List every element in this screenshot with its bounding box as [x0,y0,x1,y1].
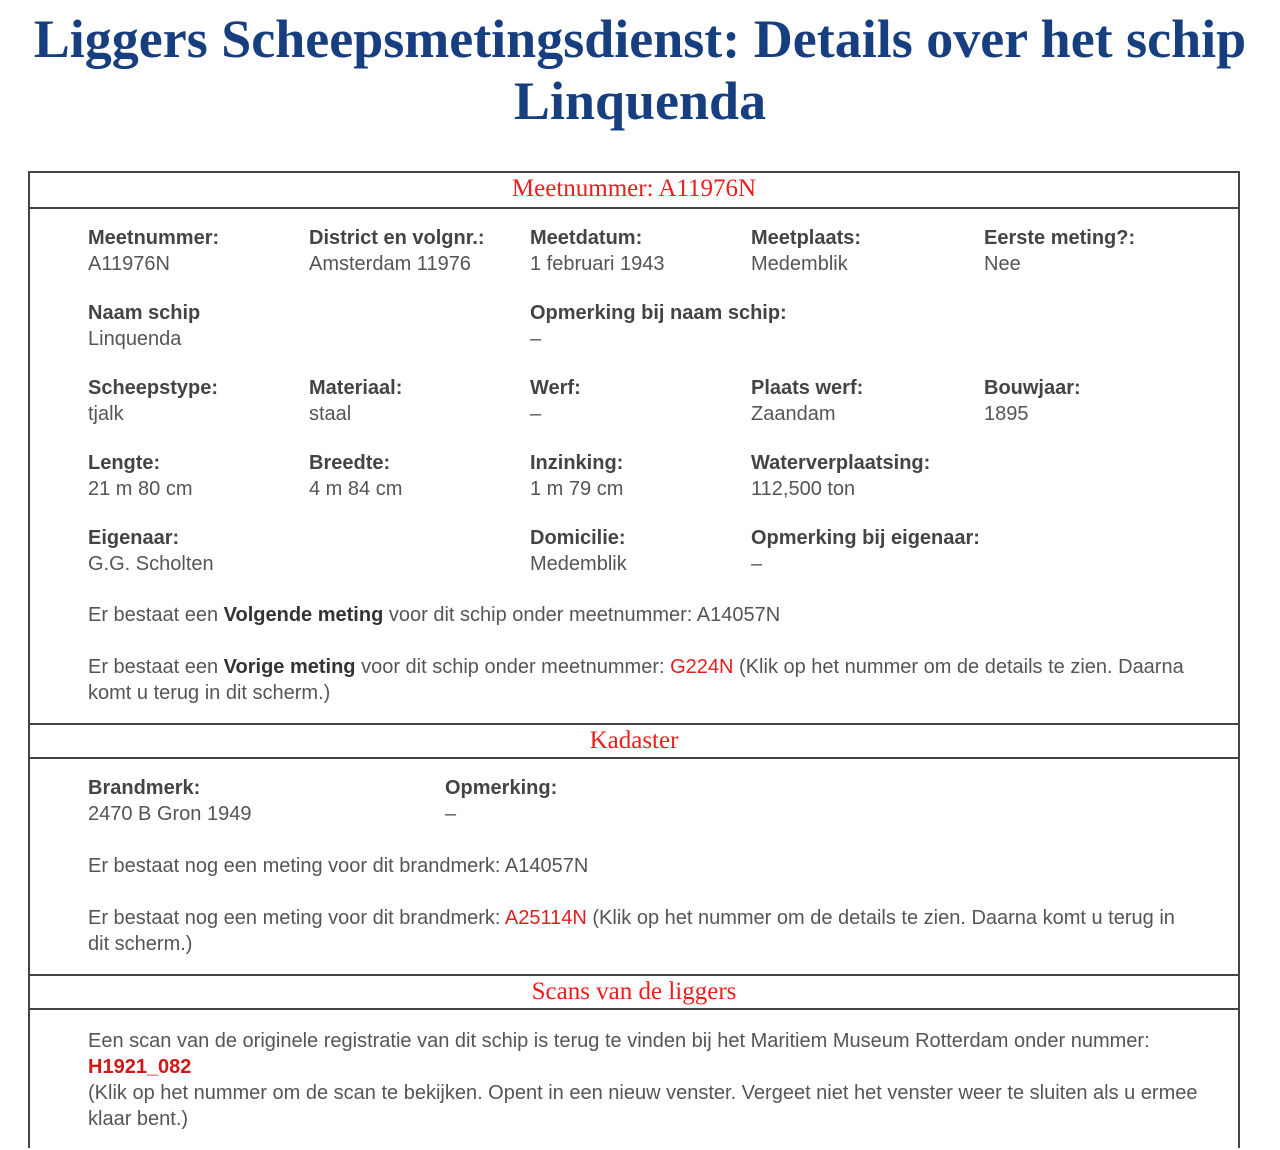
field-value: Nee [984,253,1021,275]
field-scheepstype [88,375,218,427]
vorige-meting-note [88,654,1198,706]
field-value: Zaandam [751,403,836,425]
field-lengte [88,450,192,502]
note-bold: Volgende meting [223,604,384,626]
brandmerk-meetnummer-link[interactable]: A25114N [504,907,587,929]
field-meetnummer [88,225,219,277]
field-value: – [751,553,763,575]
field-value: Medemblik [530,553,627,575]
field-waterverplaatsing [751,450,930,502]
note-text: (Klik op het nummer om de details te zien. Daarna komt u terug in dit scherm.) [88,907,1175,955]
field-eerste-meting [984,225,1135,277]
scan-number-link[interactable]: H1921_082 [88,1056,192,1078]
note-text: Een scan van de originele registratie van dit schip is terug te vinden bij het Maritiem Museum Rotterdam onder nummer: [88,1030,1150,1052]
field-label: Meetplaats: [751,227,862,249]
field-breedte [309,450,402,502]
note-bold: Vorige meting [223,656,356,678]
field-label: Inzinking: [530,452,624,474]
note-text: voor dit schip onder meetnummer: [383,604,697,626]
field-label: Eigenaar: [88,527,180,549]
field-label: Scheepstype: [88,377,219,399]
field-label: Brandmerk: [88,777,201,799]
field-opmerking-eigenaar [751,525,980,577]
field-inzinking [530,450,623,502]
field-value: 21 m 80 cm [88,478,193,500]
field-value: Amsterdam 11976 [309,253,471,275]
field-value: 112,500 ton [751,478,856,500]
field-value: 4 m 84 cm [309,478,403,500]
field-value: 1 februari 1943 [530,253,665,275]
note-text: Er bestaat een [88,656,224,678]
field-value: 2470 B Gron 1949 [88,803,252,825]
field-value: Linquenda [88,328,182,350]
field-meetdatum [530,225,665,277]
field-value: staal [309,403,352,425]
field-materiaal [309,375,402,427]
page-title: Liggers Scheepsmetingsdienst: Details over het schip Linquenda [33,9,1247,131]
brandmerk-meting-note-1 [88,853,1198,879]
field-label: Opmerking: [445,777,558,799]
field-value: A11976N [88,253,170,275]
vorige-meetnummer-link[interactable]: G224N [670,656,734,678]
scan-note [88,1028,1198,1132]
field-value: – [445,803,457,825]
note-text: voor dit schip onder meetnummer: [355,656,671,678]
field-plaats-werf [751,375,863,427]
field-label: Meetnummer: [88,227,220,249]
field-label: Opmerking bij eigenaar: [751,527,980,549]
field-label: Eerste meting?: [984,227,1136,249]
field-opmerking-naam [530,300,787,352]
brandmerk-meetnummer: A14057N [504,855,589,877]
field-werf [530,375,581,427]
field-value: Medemblik [751,253,848,275]
field-value: 1895 [984,403,1029,425]
field-label: Lengte: [88,452,161,474]
scan-instructions: (Klik op het nummer om de scan te bekijken. Opent in een nieuw venster. Vergeet niet het venster weer te sluiten als u ermee klaar bent.) [88,1082,1198,1130]
field-value: 1 m 79 cm [530,478,624,500]
section-header-kadaster: Kadaster [30,723,1238,759]
field-label: Domicilie: [530,527,626,549]
field-label: Breedte: [309,452,391,474]
field-value: – [530,403,542,425]
field-label: Werf: [530,377,581,399]
field-brandmerk [88,775,251,827]
field-label: Opmerking bij naam schip: [530,302,787,324]
brandmerk-meting-note-2 [88,905,1198,957]
field-naam-schip [88,300,200,352]
field-value: G.G. Scholten [88,553,214,575]
field-value: tjalk [88,403,124,425]
field-label: Naam schip [88,302,201,324]
field-label: Meetdatum: [530,227,643,249]
note-text: Er bestaat nog een meting voor dit brandmerk: [88,855,505,877]
field-meetplaats [751,225,861,277]
note-text: Er bestaat een [88,604,224,626]
note-text: (Klik op het nummer om de details te zien. Daarna komt u terug in dit scherm.) [88,656,1184,704]
note-text: Er bestaat nog een meting voor dit brandmerk: [88,907,505,929]
section-header-meetnummer: Meetnummer: A11976N [30,173,1238,209]
volgende-meetnummer: A14057N [696,604,781,626]
field-label: Bouwjaar: [984,377,1081,399]
volgende-meting-note [88,602,1198,628]
field-opmerking-kadaster [445,775,557,827]
field-label: Materiaal: [309,377,403,399]
section-header-scans: Scans van de liggers [30,974,1238,1010]
field-domicilie [530,525,627,577]
field-label: Plaats werf: [751,377,864,399]
field-label: Waterverplaatsing: [751,452,931,474]
field-label: District en volgnr.: [309,227,485,249]
details-table [28,171,1240,1148]
field-value: – [530,328,542,350]
field-eigenaar [88,525,214,577]
field-district [309,225,485,277]
field-bouwjaar [984,375,1081,427]
